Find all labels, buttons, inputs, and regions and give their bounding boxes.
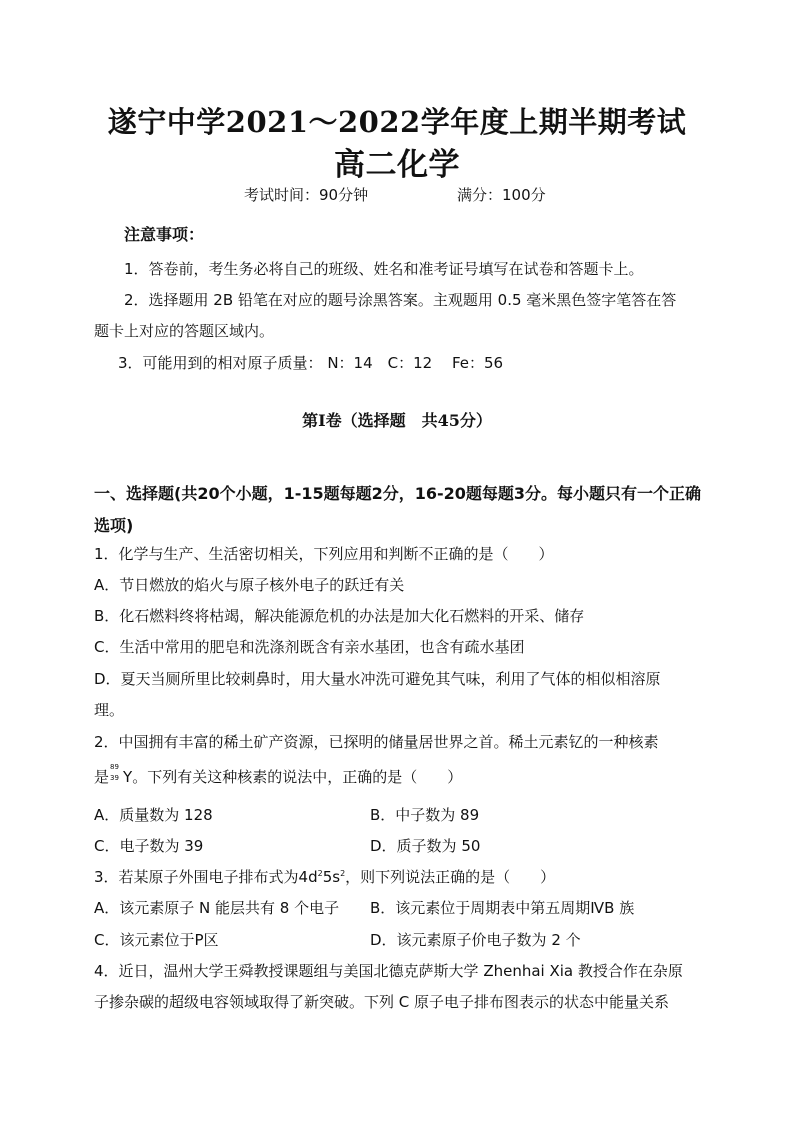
q2-option-a: A．质量数为 128 <box>94 806 213 824</box>
q3-option-a: A．该元素原子 N 能层共有 8 个电子 <box>94 899 340 917</box>
q1-option-a: A．节日燃放的焰火与原子核外电子的跃迁有关 <box>94 576 405 594</box>
q3-option-c: C．该元素位于P区 <box>94 931 219 949</box>
exam-title: 遂宁中学2021～2022学年度上期半期考试 <box>107 105 687 139</box>
q2-stem-post: 。下列有关这种核素的说法中，正确的是（ ） <box>132 768 463 786</box>
q1-stem: 1．化学与生产、生活密切相关，下列应用和判断不正确的是（ ） <box>94 545 554 563</box>
exam-subject: 高二化学 <box>334 147 460 183</box>
notice-item-1: 1．答卷前，考生务必将自己的班级、姓名和准考证号填写在试卷和答题卡上。 <box>124 260 644 278</box>
element-symbol: Y <box>123 768 133 786</box>
electron-config: $4d^25s^2$ <box>298 868 346 886</box>
q1-option-c: C．生活中常用的肥皂和洗涤剂既含有亲水基团，也含有疏水基团 <box>94 638 525 656</box>
notice-item-3: 3．可能用到的相对原子质量： N：14 C：12 Fe：56 <box>118 354 504 372</box>
q1-option-d-line-1: D．夏天当厕所里比较刺鼻时，用大量水冲洗可避免其气味，利用了气体的相似相溶原 <box>94 670 661 688</box>
notice-item-2-line-1: 2．选择题用 2B 铅笔在对应的题号涂黑答案。主观题用 0.5 毫米黑色签字笔答在答 <box>124 291 677 309</box>
notice-heading: 注意事项： <box>124 225 205 244</box>
notice-item-2-line-2: 题卡上对应的答题区域内。 <box>94 322 275 340</box>
q2-stem-line-2 <box>94 763 463 787</box>
q2-option-d: D．质子数为 50 <box>370 837 481 855</box>
q2-stem-pre: 是 <box>94 768 110 786</box>
exam-time: 考试时间：90分钟 <box>244 186 369 204</box>
part-heading-line-1: 一、选择题(共20个小题，1-15题每题2分，16-20题每题3分。每小题只有一个正确 <box>94 484 702 503</box>
exam-score: 满分：100分 <box>457 186 546 204</box>
q3-option-b: B．该元素位于周期表中第五周期ⅣB 族 <box>370 899 635 917</box>
q3-stem-pre: 3．若某原子外围电子排布式为 <box>94 868 299 886</box>
q1-option-b: B．化石燃料终将枯竭，解决能源危机的办法是加大化石燃料的开采、储存 <box>94 607 585 625</box>
q4-line-1: 4．近日，温州大学王舜教授课题组与美国北德克萨斯大学 Zhenhai Xia 教授合作在杂原 <box>94 962 683 980</box>
q3-stem <box>94 866 555 887</box>
q1-option-d-line-2: 理。 <box>94 701 125 719</box>
nuclide-notation <box>109 763 123 782</box>
q3-stem-post: ，则下列说法正确的是（ ） <box>345 868 556 886</box>
mass-number: 89 <box>110 763 119 771</box>
atomic-number: 39 <box>110 774 119 782</box>
q3-option-d: D．该元素原子价电子数为 2 个 <box>370 931 581 949</box>
q4-line-2: 子掺杂碳的超级电容领域取得了新突破。下列 C 原子电子排布图表示的状态中能量关系 <box>94 993 670 1011</box>
q2-option-c: C．电子数为 39 <box>94 837 204 855</box>
section-title: 第Ⅰ卷（选择题 共45分） <box>302 411 492 430</box>
q2-option-b: B．中子数为 89 <box>370 806 480 824</box>
q2-stem-line-1: 2．中国拥有丰富的稀土矿产资源，已探明的储量居世界之首。稀土元素钇的一种核素 <box>94 733 659 751</box>
part-heading-line-2: 选项) <box>94 516 134 535</box>
